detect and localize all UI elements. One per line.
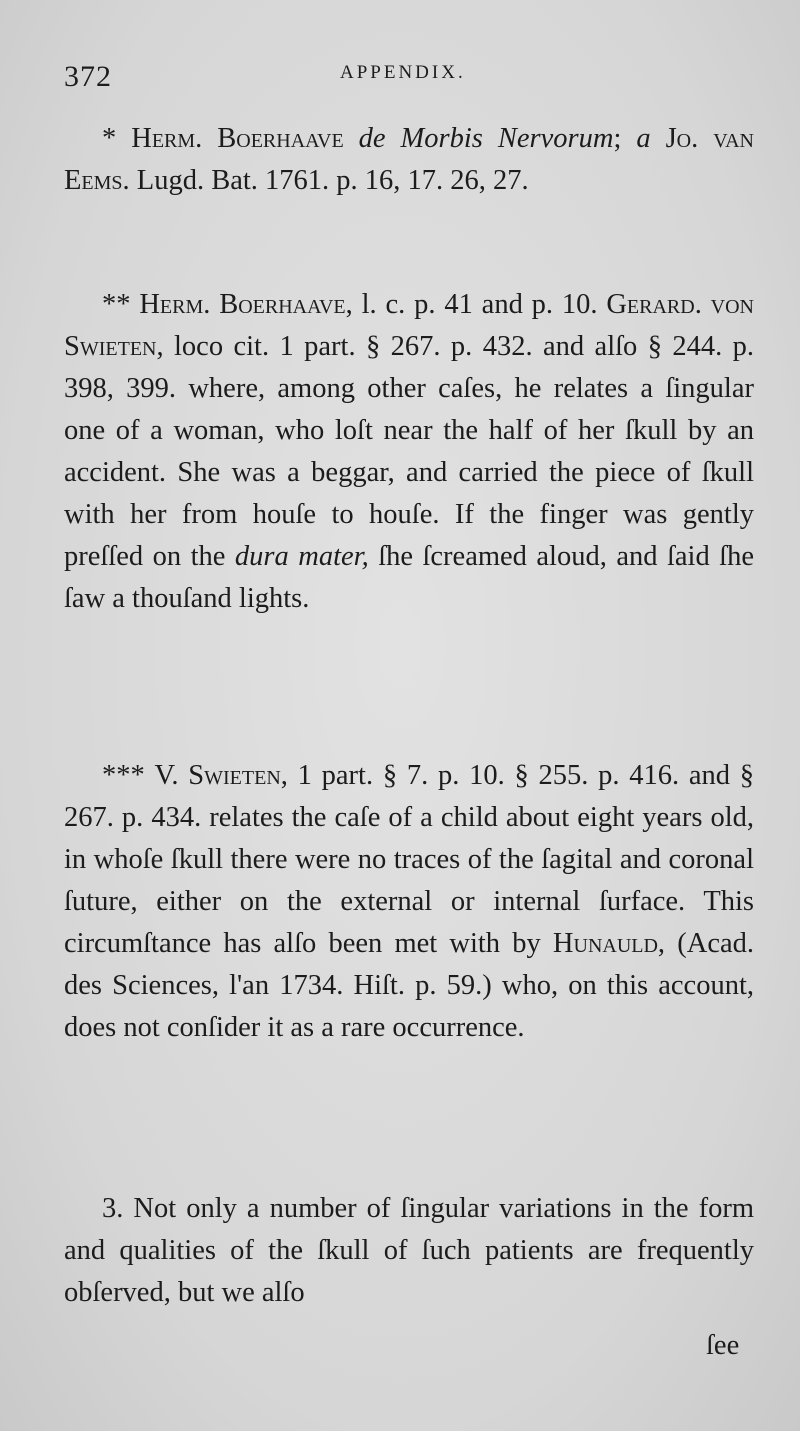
footnote-2-body: loco cit. 1 part. § 267. p. 432. and alſo § 244. p. 398, 399. where, among other caſes, he relates a ſingular one of a woman, who loſt near the half of her ſkull by an accident. She was a beggar, and carried the piece of ſkull with her from houſe to houſe. If the finger was gently preſſed on the <box>64 331 754 572</box>
footnote-1-text <box>64 118 754 202</box>
page-number: 372 <box>64 60 112 93</box>
main-paragraph <box>64 1188 754 1314</box>
footnote-1-marker: * <box>102 123 117 154</box>
footnote-3 <box>64 755 754 1049</box>
catchword: ſee <box>706 1330 740 1361</box>
footnote-2-citation: l. c. p. 41 and p. 10. <box>352 289 607 320</box>
running-title: APPENDIX. <box>340 62 466 83</box>
footnote-1-editor: Jo. van Eems. <box>64 123 754 196</box>
footnote-2-text <box>64 284 754 620</box>
footnote-3-body-end: (Acad. des Sciences, l'an 1734. Hiſt. p. 59.) who, on this account, does not conſider it as a rare occurrence. <box>64 928 754 1043</box>
footnote-1-separator: ; <box>613 123 637 154</box>
footnote-3-text <box>64 755 754 1049</box>
main-paragraph-text <box>64 1188 754 1314</box>
footnote-1 <box>64 118 754 202</box>
footnote-3-author: V. Swieten, <box>154 760 288 791</box>
footnote-2 <box>64 284 754 620</box>
footnote-3-marker: *** <box>102 760 145 791</box>
footnote-2-body-end: ſhe ſcreamed aloud, and ſaid ſhe ſaw a thouſand lights. <box>64 541 754 614</box>
footnote-1-author: Herm. Boerhaave <box>131 123 344 154</box>
main-paragraph-body: 3. Not only a number of ſingular variations in the form and qualities of the ſkull of ſuch patients are frequently obſerved, but we alſo <box>64 1193 754 1308</box>
footnote-3-author-2: Hunauld, <box>552 928 666 959</box>
footnote-1-work: de Morbis Nervorum <box>358 123 614 154</box>
footnote-2-marker: ** <box>102 289 131 320</box>
footnote-1-citation: Lugd. Bat. 1761. p. 16, 17. 26, 27. <box>129 165 529 196</box>
footnote-2-term: dura mater, <box>234 541 369 572</box>
footnote-3-body: 1 part. § 7. p. 10. § 255. p. 416. and § 267. p. 434. relates the caſe of a child about eight years old, in whoſe ſkull there were no traces of the ſagital and coronal ſuture, either on the external or internal ſurface. This circumſtance has alſo been met with by <box>64 760 755 959</box>
footnote-2-author: Herm. Boerhaave, <box>139 289 353 320</box>
footnote-1-editor-prefix: a <box>636 123 651 154</box>
footnote-2-author-2: Gerard. von Swieten, <box>64 289 755 362</box>
running-head <box>64 58 754 98</box>
